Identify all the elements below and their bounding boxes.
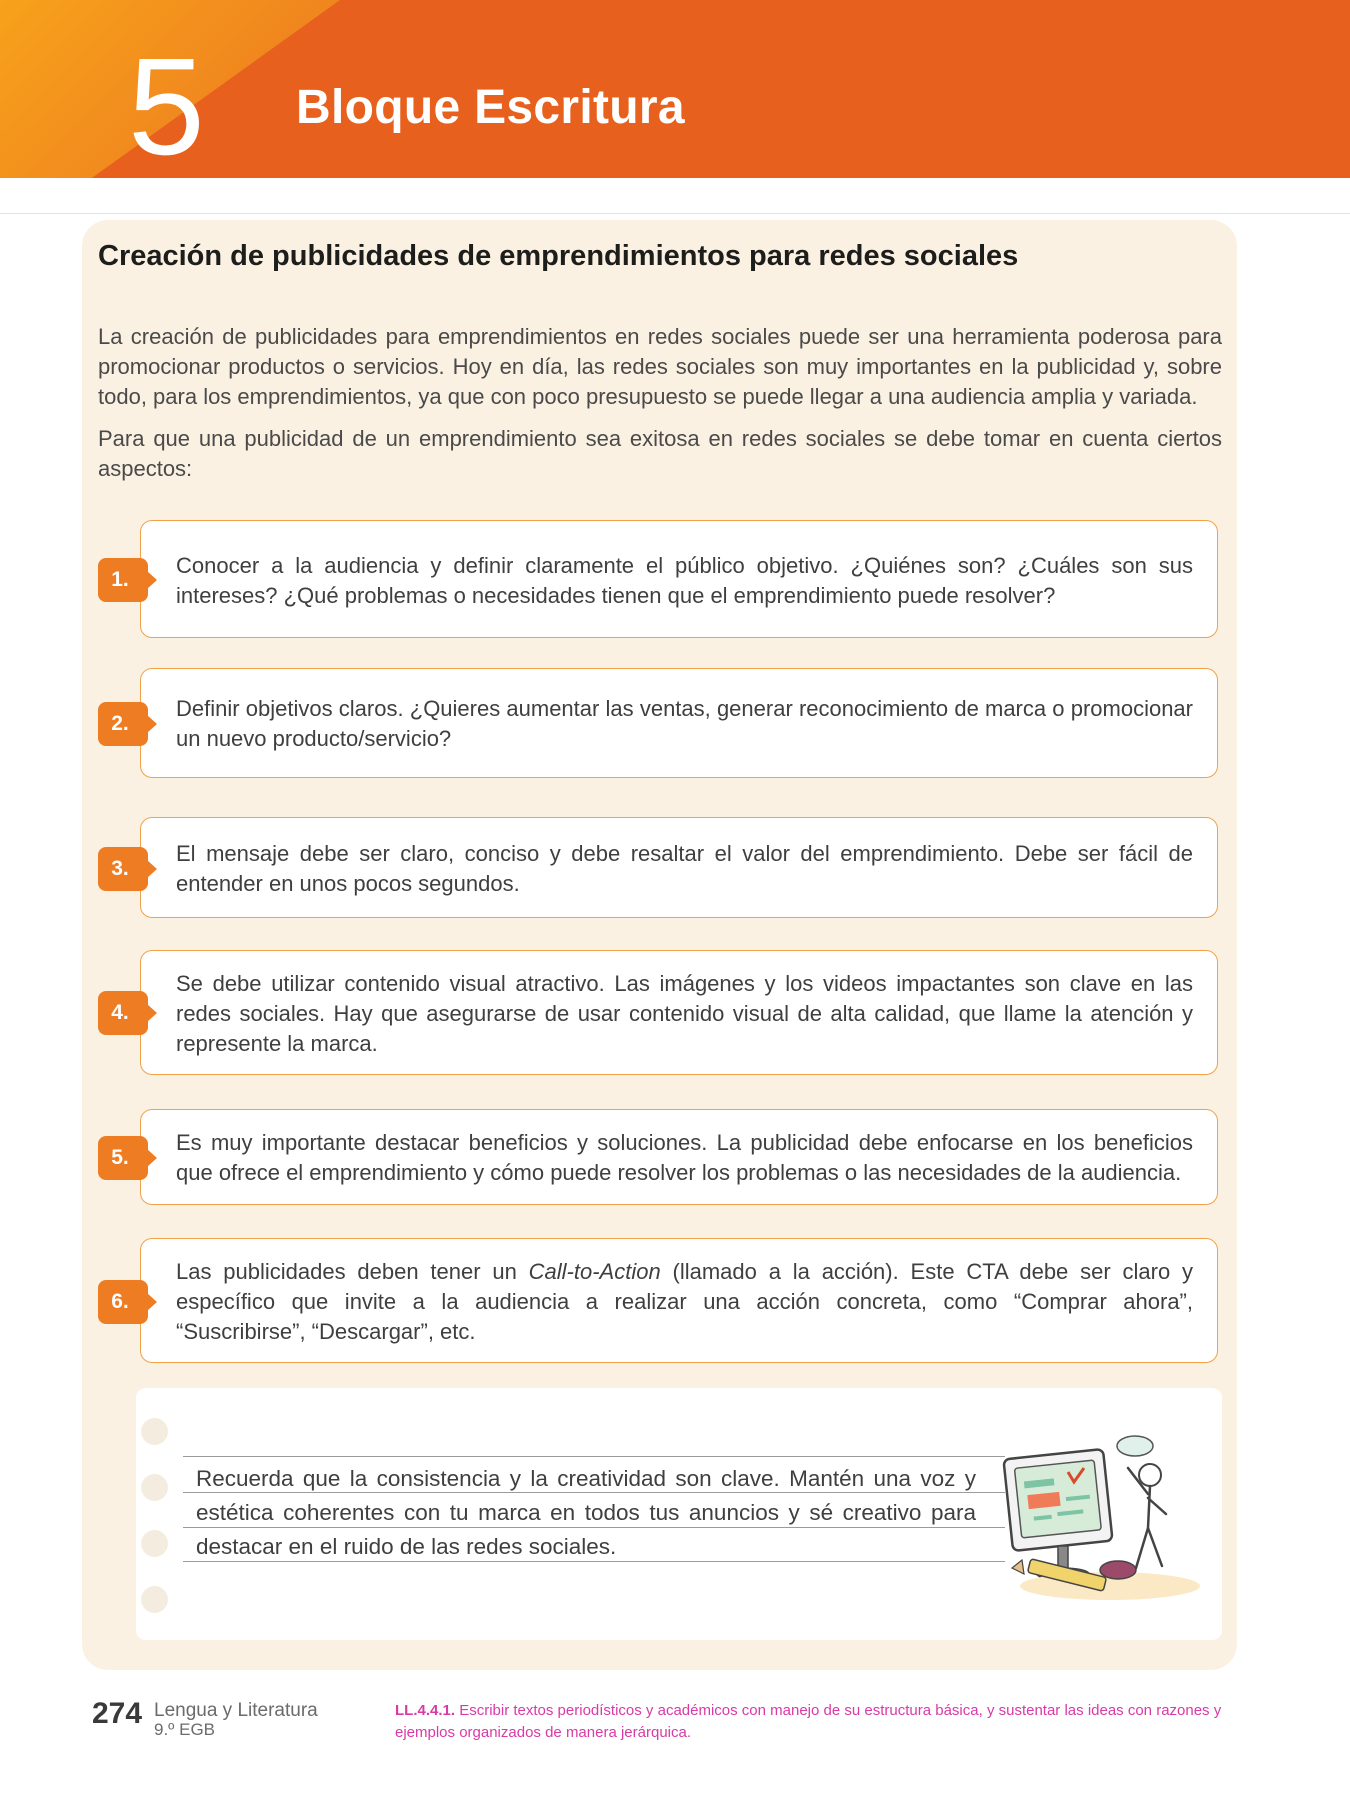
aspect-number-badge: 4. <box>98 991 148 1035</box>
intro-paragraph-1: La creación de publicidades para emprendimientos en redes sociales puede ser una herramienta poderosa para promocionar productos o servicios. Hoy en día, las redes sociales son muy importantes en la publicidad y, sobre todo, para los emprendimientos, ya que con poco presupuesto se puede llegar a una audiencia amplia y variada. <box>98 324 1222 409</box>
call-to-action-term: Call-to-Action <box>528 1259 661 1284</box>
aspect-card-3 <box>140 817 1218 918</box>
grade-level: 9.º EGB <box>154 1720 216 1739</box>
notebook-hole <box>141 1418 168 1445</box>
skill-criterion <box>395 1700 1225 1744</box>
aspect-number-badge: 2. <box>98 702 148 746</box>
aspect-card-4 <box>140 950 1218 1075</box>
chapter-header-band <box>0 0 1350 178</box>
aspect-text-start: Las publicidades deben tener un <box>176 1259 529 1284</box>
aspect-text: Conocer a la audiencia y definir claramente el público objetivo. ¿Quiénes son? ¿Cuáles son sus intereses? ¿Qué problemas o necesidades tienen que el emprendimiento puede resolver? <box>176 553 1193 608</box>
aspect-number-badge: 6. <box>98 1280 148 1324</box>
aspect-text: Definir objetivos claros. ¿Quieres aumentar las ventas, generar reconocimiento de marca o promocionar un nuevo producto/servicio? <box>176 696 1193 751</box>
notebook-hole <box>141 1530 168 1557</box>
skill-description: Escribir textos periodísticos y académicos con manejo de su estructura básica, y sustentar las ideas con razones y ejemplos organizados de manera jerárquica. <box>395 1702 1222 1741</box>
skill-code: LL.4.4.1. <box>395 1702 456 1719</box>
notebook-hole <box>141 1474 168 1501</box>
aspect-text: Es muy importante destacar beneficios y soluciones. La publicidad debe enfocarse en los beneficios que ofrece el emprendimiento y cómo puede resolver los problemas o las necesidades de la audiencia. <box>176 1130 1193 1185</box>
aspect-number-badge: 1. <box>98 558 148 602</box>
page-number: 274 <box>92 1697 143 1730</box>
aspect-card-2 <box>140 668 1218 778</box>
aspect-card-5 <box>140 1109 1218 1205</box>
aspect-text-end: (llamado a la acción). Este CTA debe ser claro y específico que invite a la audiencia a realizar una acción concreta, como “Comprar ahora”, “Suscribirse”, “Descargar”, etc. <box>176 1259 1193 1344</box>
intro-paragraph-2: Para que una publicidad de un emprendimiento sea exitosa en redes sociales se debe tomar en cuenta ciertos aspectos: <box>98 426 1222 481</box>
aspect-card-1 <box>140 520 1218 638</box>
section-title: Creación de publicidades de emprendimientos para redes sociales <box>98 240 1019 272</box>
aspect-text: Se debe utilizar contenido visual atractivo. Las imágenes y los videos impactantes son clave en las redes sociales. Hay que asegurarse de usar contenido visual de alta calidad, que llame la atención y represente la marca. <box>176 971 1193 1056</box>
note-ruled-line <box>183 1456 1005 1457</box>
computer-user-illustration-icon <box>1000 1428 1200 1603</box>
tip-note-text: Recuerda que la consistencia y la creatividad son clave. Mantén una voz y estética coherentes con tu marca en todos tus anuncios y sé creativo para destacar en el ruido de las redes sociales. <box>196 1466 976 1559</box>
notebook-hole <box>141 1586 168 1613</box>
block-number: 5 <box>128 30 205 178</box>
block-title: Bloque Escritura <box>296 81 685 134</box>
subject-name: Lengua y Literatura <box>154 1700 318 1721</box>
aspect-text: El mensaje debe ser claro, conciso y debe resaltar el valor del emprendimiento. Debe ser fácil de entender en unos pocos segundos. <box>176 841 1193 896</box>
aspect-number-badge: 3. <box>98 847 148 891</box>
aspect-card-6 <box>140 1238 1218 1363</box>
header-divider <box>0 213 1350 214</box>
aspect-number-badge: 5. <box>98 1136 148 1180</box>
aspect-text <box>176 1257 1193 1347</box>
